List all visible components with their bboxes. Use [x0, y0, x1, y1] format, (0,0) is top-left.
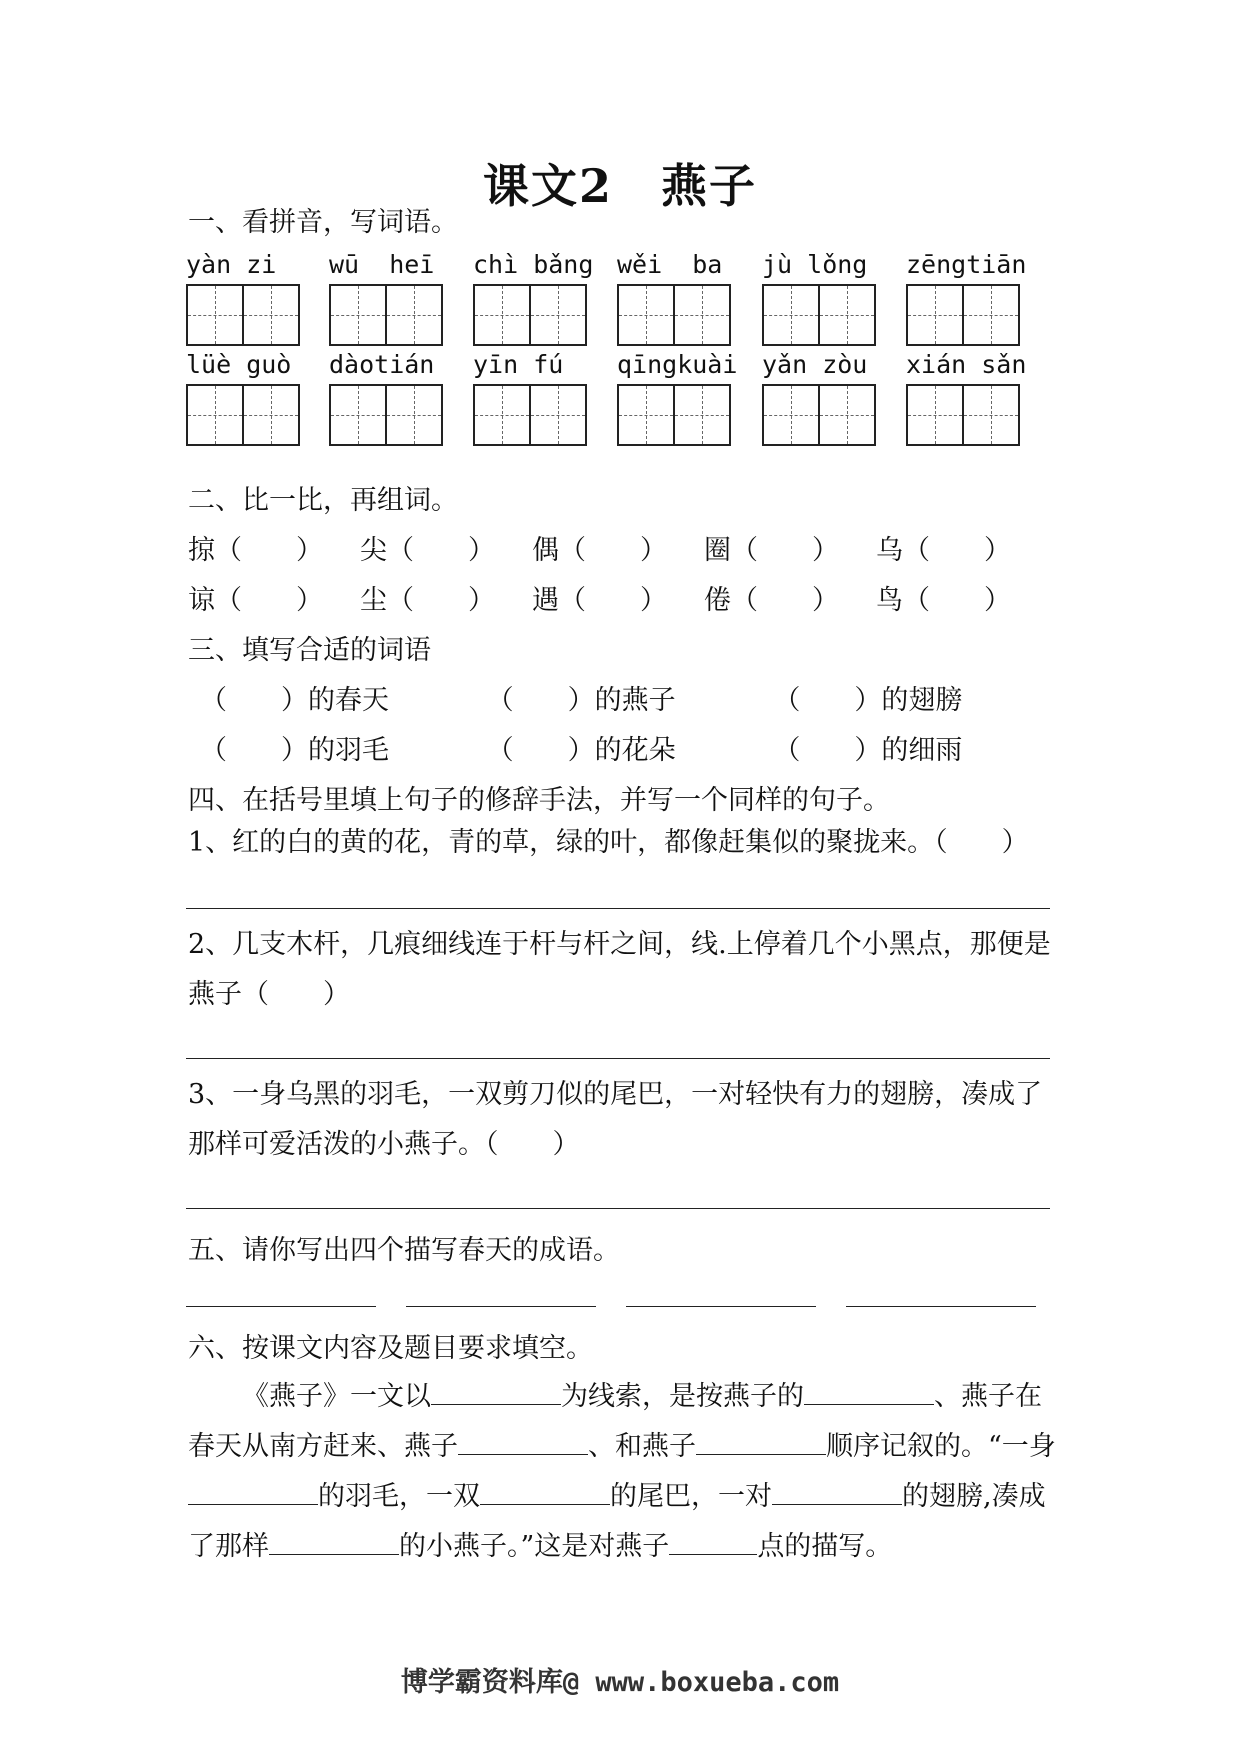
compare-item[interactable]: 偶（ ）	[532, 535, 667, 566]
writing-boxes[interactable]	[762, 384, 874, 446]
compare-item[interactable]: 掠（ ）	[188, 535, 323, 566]
idiom-line-3[interactable]	[626, 1306, 816, 1307]
answer-line-1[interactable]	[186, 908, 1050, 909]
page-title: 课文2 燕子	[482, 159, 757, 213]
blank[interactable]	[431, 1374, 561, 1405]
fill-item[interactable]: （ ）的花朵	[486, 735, 676, 766]
writing-boxes[interactable]	[762, 284, 874, 346]
compare-item[interactable]: 遇（ ）	[532, 585, 667, 616]
idiom-line-2[interactable]	[406, 1306, 596, 1307]
question-1: 1、红的白的黄的花，青的草，绿的叶，都像赶集似的聚拢来。（ ）	[188, 827, 1029, 858]
compare-item[interactable]: 尘（ ）	[360, 585, 495, 616]
pinyin-label: zēngtiān	[906, 250, 1027, 279]
fill-row-2	[200, 728, 1060, 767]
para-text: 的翅膀,凑成了那样	[188, 1481, 1046, 1562]
writing-boxes[interactable]	[186, 384, 298, 446]
pinyin-label: yàn zi	[186, 250, 277, 279]
compare-row-2	[188, 578, 1048, 617]
pinyin-label: dàotián	[329, 350, 435, 379]
para-text: 的尾巴，一对	[610, 1481, 772, 1512]
pinyin-label: yīn fú	[473, 350, 564, 379]
fill-item[interactable]: （ ）的燕子	[486, 685, 676, 716]
section1-heading: 一、看拼音，写词语。	[188, 207, 458, 238]
question-2: 2、几支木杆，几痕细线连于杆与杆之间，线.上停着几个小黑点，那便是燕子（ ）	[188, 929, 1051, 1010]
blank[interactable]	[696, 1424, 826, 1455]
compare-item[interactable]: 乌（ ）	[876, 535, 1011, 566]
blank[interactable]	[669, 1524, 757, 1555]
writing-boxes[interactable]	[473, 284, 585, 346]
fill-item[interactable]: （ ）的细雨	[773, 735, 963, 766]
blank[interactable]	[269, 1524, 399, 1555]
compare-item[interactable]: 谅（ ）	[188, 585, 323, 616]
idiom-line-4[interactable]	[846, 1306, 1036, 1307]
para-text: 点的描写。	[757, 1531, 893, 1562]
section6-heading: 六、按课文内容及题目要求填空。	[188, 1333, 593, 1364]
fill-item[interactable]: （ ）的羽毛	[200, 735, 389, 766]
writing-boxes[interactable]	[906, 384, 1018, 446]
pinyin-label: lüè guò	[186, 350, 292, 379]
pinyin-label: chì bǎng	[473, 250, 594, 279]
pinyin-label: jù lǒng	[762, 250, 868, 279]
answer-line-2[interactable]	[186, 1058, 1050, 1059]
writing-boxes[interactable]	[186, 284, 298, 346]
para-text: 《燕子》一文以	[242, 1381, 431, 1412]
pinyin-label: yǎn zòu	[762, 350, 868, 379]
section6-paragraph	[188, 1372, 1058, 1572]
section3-heading: 三、填写合适的词语	[188, 635, 431, 666]
compare-item[interactable]: 倦（ ）	[704, 585, 839, 616]
writing-boxes[interactable]	[329, 284, 441, 346]
para-text: 的羽毛，一双	[318, 1481, 480, 1512]
idiom-line-1[interactable]	[186, 1306, 376, 1307]
section2-heading: 二、比一比，再组词。	[188, 485, 458, 516]
pinyin-label: wěi ba	[617, 250, 723, 279]
question-3: 3、一身乌黑的羽毛，一双剪刀似的尾巴，一对轻快有力的翅膀，凑成了那样可爱活泼的小燕子。（ ）	[188, 1079, 1043, 1160]
para-text: 顺序记叙的。“一身	[826, 1431, 1056, 1462]
para-text: 、燕子在春天从南方赶来、燕子	[188, 1381, 1042, 1462]
fill-item[interactable]: （ ）的春天	[200, 685, 389, 716]
para-text: 为线索，是按燕子的	[561, 1381, 804, 1412]
compare-item[interactable]: 鸟（ ）	[876, 585, 1011, 616]
blank[interactable]	[188, 1474, 318, 1505]
fill-item[interactable]: （ ）的翅膀	[773, 685, 963, 716]
para-text: 的小燕子。”这是对燕子	[399, 1531, 670, 1562]
footer-watermark: 博学霸资料库@ www.boxueba.com	[400, 1667, 840, 1698]
blank[interactable]	[772, 1474, 902, 1505]
pinyin-label: wū heī	[329, 250, 435, 279]
para-text: 、和燕子	[588, 1431, 696, 1462]
compare-row-1	[188, 528, 1048, 567]
writing-boxes[interactable]	[329, 384, 441, 446]
section5-heading: 五、请你写出四个描写春天的成语。	[188, 1235, 620, 1266]
writing-boxes[interactable]	[473, 384, 585, 446]
blank[interactable]	[480, 1474, 610, 1505]
section4-heading: 四、在括号里填上句子的修辞手法，并写一个同样的句子。	[188, 785, 890, 816]
compare-item[interactable]: 圈（ ）	[704, 535, 839, 566]
blank[interactable]	[458, 1424, 588, 1455]
writing-boxes[interactable]	[617, 384, 729, 446]
compare-item[interactable]: 尖（ ）	[360, 535, 495, 566]
fill-row-1	[200, 678, 1060, 717]
pinyin-label: qīngkuài	[617, 350, 738, 379]
pinyin-label: xián sǎn	[906, 350, 1027, 379]
writing-boxes[interactable]	[617, 284, 729, 346]
writing-boxes[interactable]	[906, 284, 1018, 346]
answer-line-3[interactable]	[186, 1208, 1050, 1209]
blank[interactable]	[804, 1374, 934, 1405]
